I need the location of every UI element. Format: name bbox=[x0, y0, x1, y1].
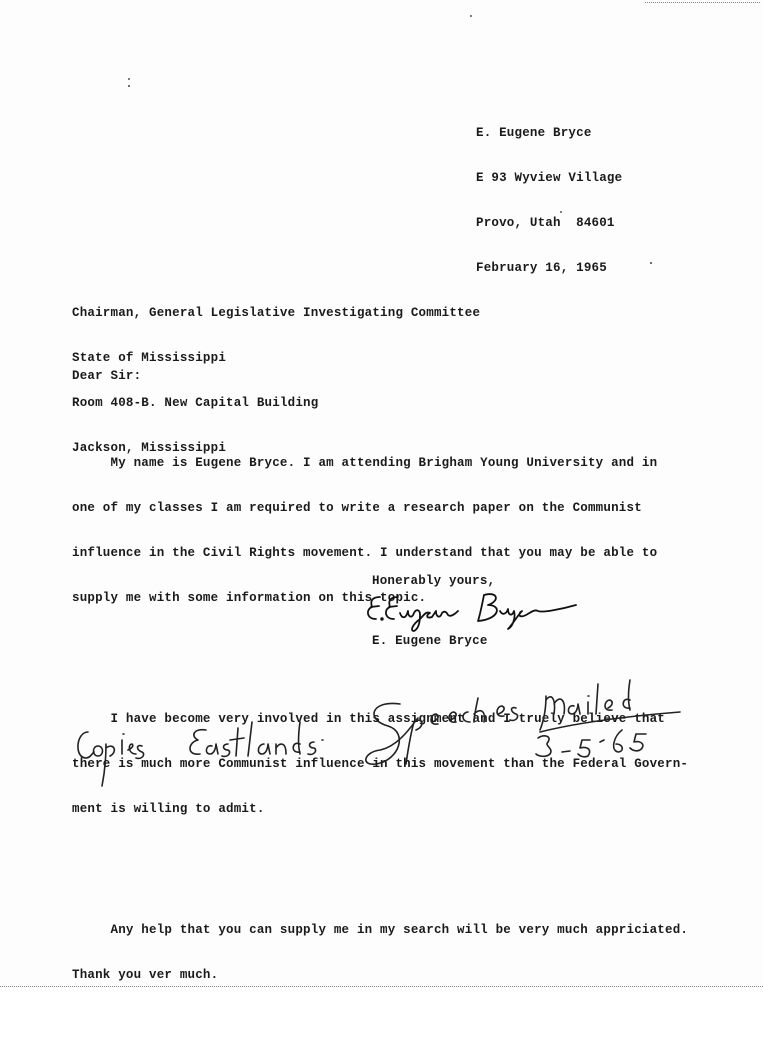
scan-speck bbox=[128, 85, 130, 87]
scan-speck bbox=[470, 15, 472, 17]
handwritten-annotation bbox=[70, 660, 690, 800]
salutation: Dear Sir: bbox=[72, 369, 142, 383]
body-line: I have become very involved in this assignment and I truely believe that bbox=[72, 712, 665, 726]
scan-speck bbox=[650, 262, 652, 264]
body-line: there is much more Communist influence in this movement than the Federal Govern- bbox=[72, 757, 689, 771]
scan-speck bbox=[560, 211, 562, 213]
body-paragraph-3 bbox=[72, 893, 688, 1013]
letter-date: February 16, 1965 bbox=[476, 261, 607, 275]
sender-name: E. Eugene Bryce bbox=[476, 126, 592, 140]
scan-edge-noise bbox=[0, 986, 763, 989]
body-line: Any help that you can supply me in my search will be very much appriciated. bbox=[72, 923, 689, 937]
typed-signature: E. Eugene Bryce bbox=[372, 634, 488, 648]
body-line: My name is Eugene Bryce. I am attending Brigham Young University and in bbox=[72, 456, 658, 470]
body-line: one of my classes I am required to write a research paper on the Communist bbox=[72, 501, 642, 515]
scan-edge-noise bbox=[645, 2, 760, 5]
recipient-line-2: State of Mississippi bbox=[72, 351, 227, 365]
body-line: influence in the Civil Rights movement. I understand that you may be able to bbox=[72, 546, 658, 560]
sender-address-block bbox=[476, 96, 622, 306]
body-line: supply me with some information on this topic. bbox=[72, 591, 427, 605]
sender-address-line-1: E 93 Wyview Village bbox=[476, 171, 623, 185]
recipient-line-4: Jackson, Mississippi bbox=[72, 441, 227, 455]
handwritten-signature bbox=[362, 585, 592, 637]
recipient-line-3: Room 408-B. New Capital Building bbox=[72, 396, 319, 410]
sender-address-line-2: Provo, Utah 84601 bbox=[476, 216, 615, 230]
scan-speck bbox=[128, 78, 130, 80]
closing: Honerably yours, bbox=[372, 574, 496, 588]
recipient-line-1: Chairman, General Legislative Investigating Committee bbox=[72, 306, 481, 320]
body-line: Thank you ver much. bbox=[72, 968, 219, 982]
body-line: ment is willing to admit. bbox=[72, 802, 265, 816]
